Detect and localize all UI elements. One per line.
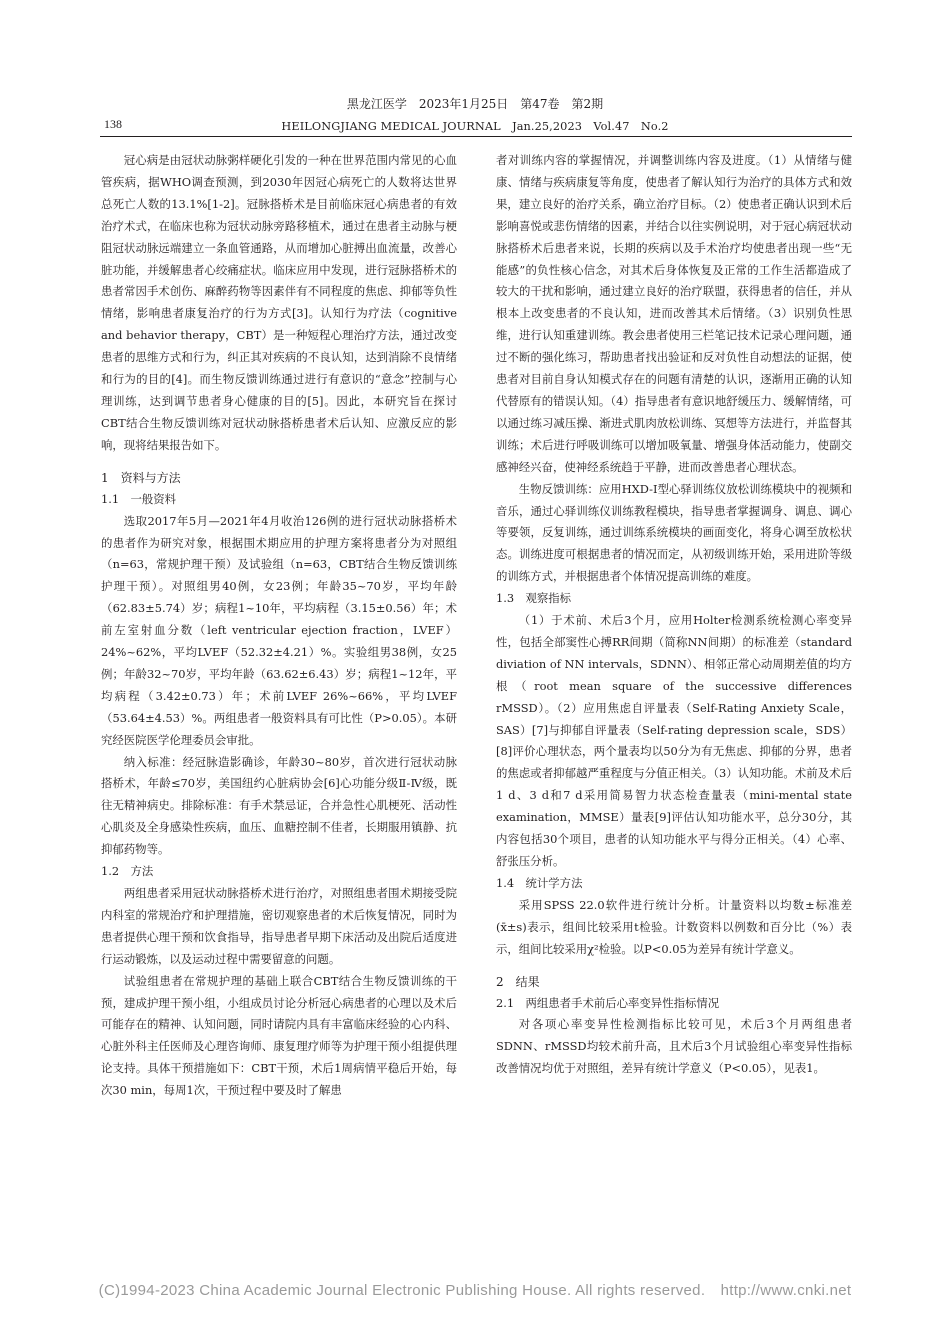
cbt-continuation-paragraph: 者对训练内容的掌握情况，并调整训练内容及进度。（1）从情绪与健康、情绪与疾病康复等角度，使患者了解认知行为治疗的具体方式和效果，建立良好的治疗关系，确立治疗目标。（2）使患者正确认识到术后影响喜悦或悲伤情绪的因素，并结合以往实例说明，对于冠心病冠状动脉搭桥术后患者来说，长期的疾病以及手术治疗均使患者出现一些“无能感”的负性核心信念，对其术后身体恢复及正常的工作生活都造成了较大的干扰和影响，通过建立良好的治疗联盟，获得患者的信任，并从根本上改变患者的不良认知，进而改善其术后情绪。（3）识别负性思维，进行认知重建训练。教会患者使用三栏笔记技术记录心理问题，通过不断的强化练习，帮助患者找出验证和反对负性自动想法的证据，使患者对目前自身认知模式存在的问题有清楚的认识，逐渐用正确的认知代替原有的错误认知。（4）指导患者有意识地舒缓压力、缓解情绪，可以通过练习减压操、渐进式肌肉放松训练、冥想等方法进行，并监督其训练；术后进行呼吸训练可以增加吸氧量、增强身体活动能力，使副交感神经兴奋，使神经系统趋于平静，进而改善患者心理状态。 (496, 153, 852, 474)
header-rule (100, 136, 852, 137)
journal-header-english: HEILONGJIANG MEDICAL JOURNAL Jan.25,2023 Vol.47 No.2 (281, 120, 669, 133)
page-number: 138 (104, 117, 122, 131)
biofeedback-paragraph: 生物反馈训练：应用HXD-Ⅰ型心驿训练仪放松训练模块中的视频和音乐，通过心驿训练仪训练教程模块，指导患者掌握调身、调息、调心等要领，反复训练，通过训练系统模块的画面变化，将身心调至放松状态。训练进度可根据患者的情况而定，从初级训练开始，采用进阶等级的训练方式，并根据患者个体情况提高训练的难度。 (496, 481, 852, 584)
journal-header: 黑龙江医学 2023年1月25日 第47卷 第2期 (346, 97, 604, 111)
subsection-title-indicators: 1.3 观察指标 (496, 591, 572, 606)
subsection-title-hrv: 2.1 两组患者手术前后心率变异性指标情况 (496, 995, 720, 1010)
subsection-title-general: 1.1 一般资料 (101, 491, 177, 506)
section-title-methods: 1 资料与方法 (101, 470, 181, 485)
trial-group-paragraph: 试验组患者在常规护理的基础上联合CBT结合生物反馈训练的干预，建成护理干预小组，小组成员讨论分析冠心病患者的心理以及术后可能存在的精神、认知问题，同时请院内具有丰富临床经验的心内科、心脏外科主任医师及心理咨询师、康复理疗师等为护理干预小组提供理论支持。具体干预措施如下：CBT干预，术后1周病情平稳后开始，每次30 min，每周1次，干预过程中要及时了解患 (101, 973, 457, 1098)
hrv-results-paragraph: 对各项心率变异性检测指标比较可见，术后3个月两组患者SDNN、rMSSD均较术前升高，且术后3个月试验组心率变异性指标改善情况均优于对照组，差异有统计学意义（P<0.05），见表1。 (496, 1017, 852, 1076)
subsection-title-methods: 1.2 方法 (101, 864, 154, 879)
intro-paragraph: 冠心病是由冠状动脉粥样硬化引发的一种在世界范围内常见的心血管疾病，据WHO调查预测，到2030年因冠心病死亡的人数将达世界总死亡人数的13.1%[1-2]。冠脉搭桥术是目前临床冠心病患者的有效治疗术式，在临床也称为冠状动脉旁路移植术，通过在患者主动脉与梗阻冠状动脉远端建立一条血管通路，从而增加心脏搏出血流量，改善心脏功能，并缓解患者心绞痛症状。临床应用中发现，进行冠脉搭桥术的患者常因手术创伤、麻醉药物等因素伴有不同程度的焦虑、抑郁等负性情绪，影响患者康复治疗的行为方式[3]。认知行为疗法（cognitive and behavior therapy，CBT）是一种短程心理治疗方法，通过改变患者的思维方式和行为，纠正其对疾病的不良认知，达到消除不良情绪和行为的目的[4]。而生物反馈训练通过进行有意识的“意念”控制与心理训练，达到调节患者身心健康的目的[5]。因此，本研究旨在探讨CBT结合生物反馈训练对冠状动脉搭桥患者术后认知、应激反应的影响，现将结果报告如下。 (101, 153, 457, 452)
left-column (101, 150, 457, 1102)
general-data-paragraph: 选取2017年5月—2021年4月收治126例的进行冠状动脉搭桥术的患者作为研究对象，根据围术期应用的护理方案将患者分为对照组（n=63，常规护理干预）及试验组（n=63，CBT结合生物反馈训练护理干预）。对照组男40例，女23例；年龄35~70岁，平均年龄（62.83±5.74）岁；病程1~10年，平均病程（3.15±0.56）年；术前左室射血分数（left ventricular ejection fraction，LVEF）24%~62%，平均LVEF（52.32±4.21）%。实验组男38例，女25例；年龄32~70岁，平均年龄（63.62±6.43）岁；病程1~12年，平均病程（3.42±0.73）年；术前LVEF 26%~66%，平均LVEF（53.64±4.53）%。两组患者一般资料具有可比性（P>0.05）。本研究经医院医学伦理委员会审批。 (101, 513, 457, 747)
right-column (496, 150, 852, 1080)
indicators-paragraph: （1）于术前、术后3个月，应用Holter检测系统检测心率变异性，包括全部窦性心搏RR间期（简称NN间期）的标准差（standard diviation of NN intervals，SDNN）、相邻正常心动周期差值的均方根（root mean square of the successive differences rMSSD）。（2）应用焦虑自评量表（Self-Rating Anxiety Scale，SAS）[7]与抑郁自评量表（Self-rating depression scale，SDS）[8]评价心理状态，两个量表均以50分为有无焦虑、抑郁的分界，患者的焦虑或者抑郁越严重程度与分值正相关。（3）认知功能。术前及术后1 d、3 d和7 d采用简易智力状态检查量表（mini-mental state examination，MMSE）量表[9]评估认知功能水平，总分30分，其内容包括30个项目，患者的认知功能水平与得分正相关。（4）心率、舒张压分析。 (496, 613, 852, 868)
section-title-results: 2 结果 (496, 974, 540, 989)
statistics-paragraph: 采用SPSS 22.0软件进行统计分析。计量资料以均数±标准差(x̄±s)表示，组间比较采用t检验。计数资料以例数和百分比（%）表示，组间比较采用χ²检验。以P<0.05为差异有统计学意义。 (496, 897, 852, 956)
copyright-footer: (C)1994-2023 China Academic Journal Electronic Publishing House. All rights reserved. http://www.cnki.net (98, 1282, 852, 1299)
subsection-title-statistics: 1.4 统计学方法 (496, 875, 583, 890)
control-group-paragraph: 两组患者采用冠状动脉搭桥术进行治疗，对照组患者围术期接受院内科室的常规治疗和护理措施，密切观察患者的术后恢复情况，同时为患者提供心理干预和饮食指导，指导患者早期下床活动及出院后适度进行运动锻炼，以及运动过程中需要留意的问题。 (101, 886, 457, 966)
criteria-paragraph: 纳入标准：经冠脉造影确诊，年龄30~80岁，首次进行冠状动脉搭桥术，年龄≤70岁，美国纽约心脏病协会[6]心功能分级Ⅱ-Ⅳ级，既往无精神病史。排除标准：有手术禁忌证，合并急性心肌梗死、活动性心肌炎及全身感染性疾病，血压、血糖控制不佳者，长期服用镇静、抗抑郁药物等。 (101, 754, 457, 857)
